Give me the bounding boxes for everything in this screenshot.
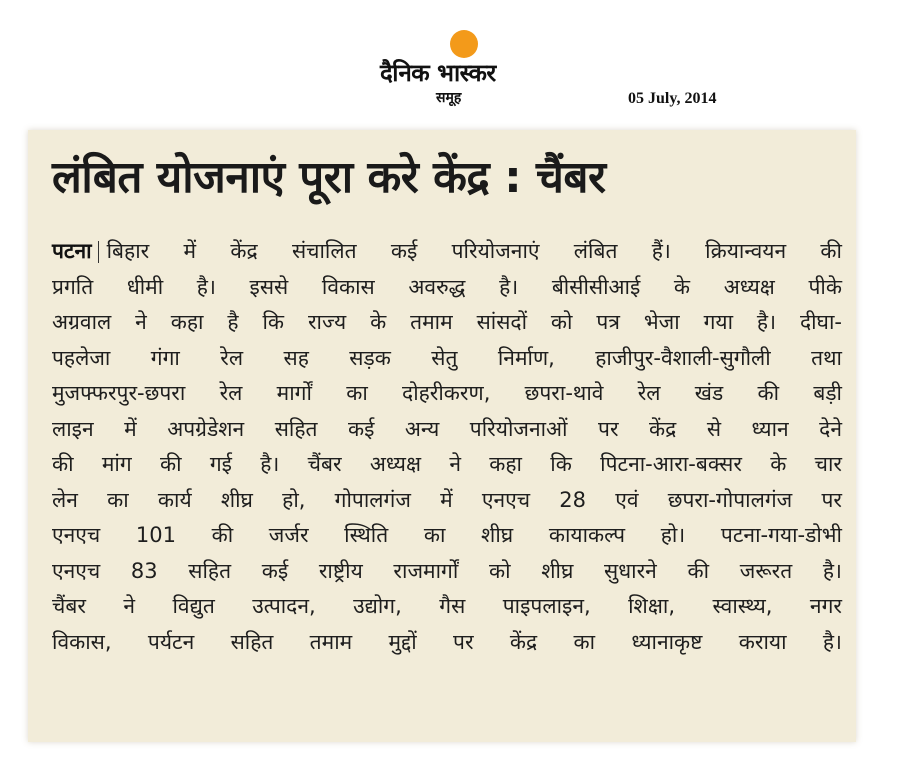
publication-date: 05 July, 2014 <box>628 90 717 107</box>
article-line: लाइन में अपग्रेडेशन सहित कई अन्य परियोजनाओं पर केंद्र से ध्यान देने <box>52 416 842 441</box>
article-line: की मांग की गई है। चैंबर अध्यक्ष ने कहा कि पिटना-आरा-बक्सर के चार <box>52 452 842 476</box>
article-line: विकास, पर्यटन सहित तमाम मुद्दों पर केंद्र का ध्यानाकृष्ट कराया है। <box>52 629 842 654</box>
newspaper-name: दैनिक भास्कर <box>380 59 496 87</box>
masthead <box>380 30 560 110</box>
article-line <box>52 234 842 270</box>
article-line: एनएच 83 सहित कई राष्ट्रीय राजमार्गों को शीघ्र सुधारने की जरूरत है। <box>52 558 842 583</box>
article-line: मुजफ्फरपुर-छपरा रेल मार्गों का दोहरीकरण, छपरा-थावे रेल खंड की बड़ी <box>52 381 842 405</box>
article-line: एनएच 101 की जर्जर स्थिति का शीघ्र कायाकल्प हो। पटना-गया-डोभी <box>52 523 842 547</box>
newspaper-group-label: समूह <box>436 90 462 106</box>
article-line: प्रगति धीमी है। इससे विकास अवरुद्ध है। बीसीसीआई के अध्यक्ष पीके <box>52 274 842 299</box>
article-line-text: बिहार में केंद्र संचालित कई परियोजनाएं लंबित हैं। क्रियान्वयन की <box>106 239 842 263</box>
article-headline: लंबित योजनाएं पूरा करे केंद्र : चैंबर <box>52 152 606 203</box>
article-line: अग्रवाल ने कहा है कि राज्य के तमाम सांसदों को पत्र भेजा गया है। दीघा- <box>52 310 842 334</box>
article-dateline: पटना <box>52 239 92 263</box>
article-body <box>52 234 842 660</box>
article-line: पहलेजा गंगा रेल सह सड़क सेतु निर्माण, हाजीपुर-वैशाली-सुगौली तथा <box>52 345 842 370</box>
article-line: लेन का कार्य शीघ्र हो, गोपालगंज में एनएच 28 एवं छपरा-गोपालगंज पर <box>52 487 842 512</box>
sun-logo-icon <box>450 30 478 58</box>
article-line: चैंबर ने विद्युत उत्पादन, उद्योग, गैस पाइपलाइन, शिक्षा, स्वास्थ्य, नगर <box>52 594 842 618</box>
dateline-separator <box>98 241 99 263</box>
